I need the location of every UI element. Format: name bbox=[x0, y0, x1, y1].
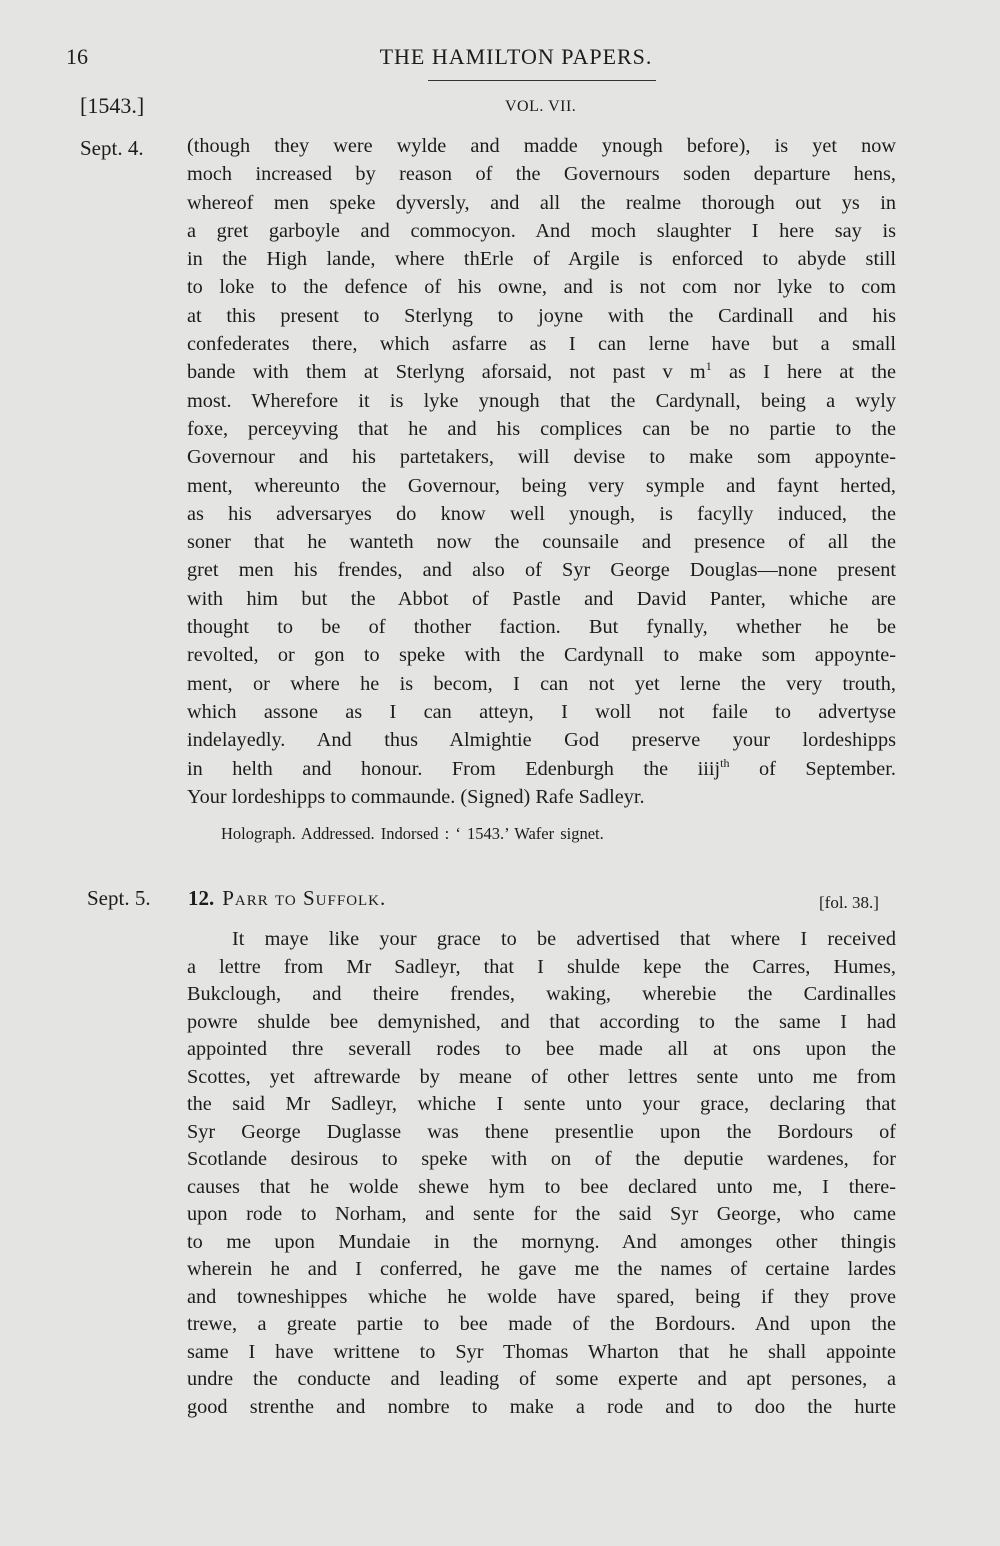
text-line: powre shulde bee demynished, and that according to the same I had bbox=[187, 1010, 896, 1033]
text-line: Your lordeshipps to commaunde. (Signed) Rafe Sadleyr. bbox=[187, 785, 645, 808]
text-line: a gret garboyle and commocyon. And moch slaughter I here say is bbox=[187, 219, 896, 242]
text-line: in the High lande, where thErle of Argile is enforced to abyde still bbox=[187, 248, 896, 271]
text-line: which assone as I can atteyn, I woll not faile to advertyse bbox=[187, 700, 896, 723]
text-line: with him but the Abbot of Pastle and David Panter, whiche are bbox=[187, 587, 896, 610]
text-line: indelayedly. And thus Almightie God preserve your lordeshipps bbox=[187, 729, 896, 752]
text-segment: bande with them at Sterlyng aforsaid, not past v m bbox=[187, 361, 706, 384]
text-line bbox=[187, 755, 896, 783]
text-line: a lettre from Mr Sadleyr, that I shulde kepe the Carres, Humes, bbox=[187, 955, 896, 978]
margin-date-sept-4: Sept. 4. bbox=[80, 136, 144, 160]
entry-title: Parr to Suffolk. bbox=[222, 886, 387, 910]
letter-sadleyr-text bbox=[187, 132, 896, 811]
text-line: Bukclough, and theire frendes, waking, wherebie the Cardinalles bbox=[187, 983, 896, 1005]
text-line: thought to be of thother faction. But fynally, whether he be bbox=[187, 616, 896, 639]
text-line bbox=[187, 358, 896, 386]
text-line: whereof men speke dyversly, and all the realme thorough out ys in bbox=[187, 191, 896, 214]
text-line: ment, whereunto the Governour, being very symple and faynt herted, bbox=[187, 474, 896, 497]
text-line: moch increased by reason of the Governours soden departure hens, bbox=[187, 163, 896, 186]
text-line: Scottes, yet aftrewarde by meane of other lettres sente unto me from bbox=[187, 1065, 896, 1088]
superscript: th bbox=[720, 755, 730, 770]
text-line: Scotlande desirous to speke with on of the deputie wardenes, for bbox=[187, 1148, 896, 1170]
text-line: causes that he wolde shewe hym to bee declared unto me, I there- bbox=[187, 1175, 896, 1198]
text-line: confederates there, which asfarre as I can lerne have but a small bbox=[187, 333, 896, 356]
text-line: Syr George Duglasse was thene presentlie upon the Bordours of bbox=[187, 1120, 896, 1143]
entry-heading bbox=[188, 886, 386, 911]
text-line: trewe, a greate partie to bee made of the Bordours. And upon the bbox=[187, 1313, 896, 1335]
text-line: soner that he wanteth now the counsaile and presence of all the bbox=[187, 531, 896, 554]
text-line: to me upon Mundaie in the mornyng. And amonges other thingis bbox=[187, 1230, 896, 1253]
text-line: revolted, or gon to speke with the Cardynall to make som appoynte- bbox=[187, 644, 896, 667]
text-line: same I have writtene to Syr Thomas Wharton that he shall appointe bbox=[187, 1340, 896, 1363]
volume-label: VOL. VII. bbox=[505, 98, 577, 115]
text-line: the said Mr Sadleyr, whiche I sente unto your grace, declaring that bbox=[187, 1093, 896, 1115]
letter-parr-text bbox=[187, 926, 896, 1421]
folio-reference: [fol. 38.] bbox=[819, 893, 879, 912]
year-bracket: [1543.] bbox=[80, 93, 145, 118]
text-line: wherein he and I conferred, he gave me the names of certaine lardes bbox=[187, 1258, 896, 1280]
title-rule bbox=[428, 80, 656, 81]
text-segment: as I here at the bbox=[711, 361, 896, 384]
text-line: Governour and his partetakers, will devise to make som appoynte- bbox=[187, 446, 896, 469]
text-line: upon rode to Norham, and sente for the said Syr George, who came bbox=[187, 1203, 896, 1225]
running-title: THE HAMILTON PAPERS. bbox=[379, 44, 653, 69]
entry-number: 12. bbox=[188, 886, 215, 910]
text-line: (though they were wylde and madde ynough before), is yet now bbox=[187, 135, 896, 157]
superscript: 1 bbox=[705, 359, 712, 374]
page-number: 16 bbox=[66, 44, 88, 69]
text-line: foxe, perceyving that he and his complices can be no partie to the bbox=[187, 417, 896, 440]
text-line: and towneshippes whiche he wolde have spared, being if they prove bbox=[187, 1285, 896, 1308]
source-note: Holograph. Addressed. Indorsed : ‘ 1543.’ Wafer signet. bbox=[221, 824, 604, 843]
text-line: gret men his frendes, and also of Syr George Douglas—none present bbox=[187, 559, 896, 582]
text-line: It maye like your grace to be advertised that where I received bbox=[232, 928, 896, 950]
text-line: to loke to the defence of his owne, and is not com nor lyke to com bbox=[187, 276, 896, 299]
text-segment: in helth and honour. From Edenburgh the iiij bbox=[187, 757, 721, 780]
text-line: most. Wherefore it is lyke ynough that the Cardynall, being a wyly bbox=[187, 389, 896, 412]
text-line: appointed thre severall rodes to bee made all at ons upon the bbox=[187, 1038, 896, 1060]
text-line: at this present to Sterlyng to joyne with the Cardinall and his bbox=[187, 304, 896, 327]
text-segment: of September. bbox=[729, 757, 897, 780]
text-line: ment, or where he is becom, I can not yet lerne the very trouth, bbox=[187, 672, 896, 695]
text-line: as his adversaryes do know well ynough, is facylly induced, the bbox=[187, 502, 896, 525]
text-line: undre the conducte and leading of some experte and apt persones, a bbox=[187, 1368, 896, 1390]
margin-date-sept-5: Sept. 5. bbox=[87, 886, 151, 910]
text-line: good strenthe and nombre to make a rode and to doo the hurte bbox=[187, 1395, 896, 1418]
